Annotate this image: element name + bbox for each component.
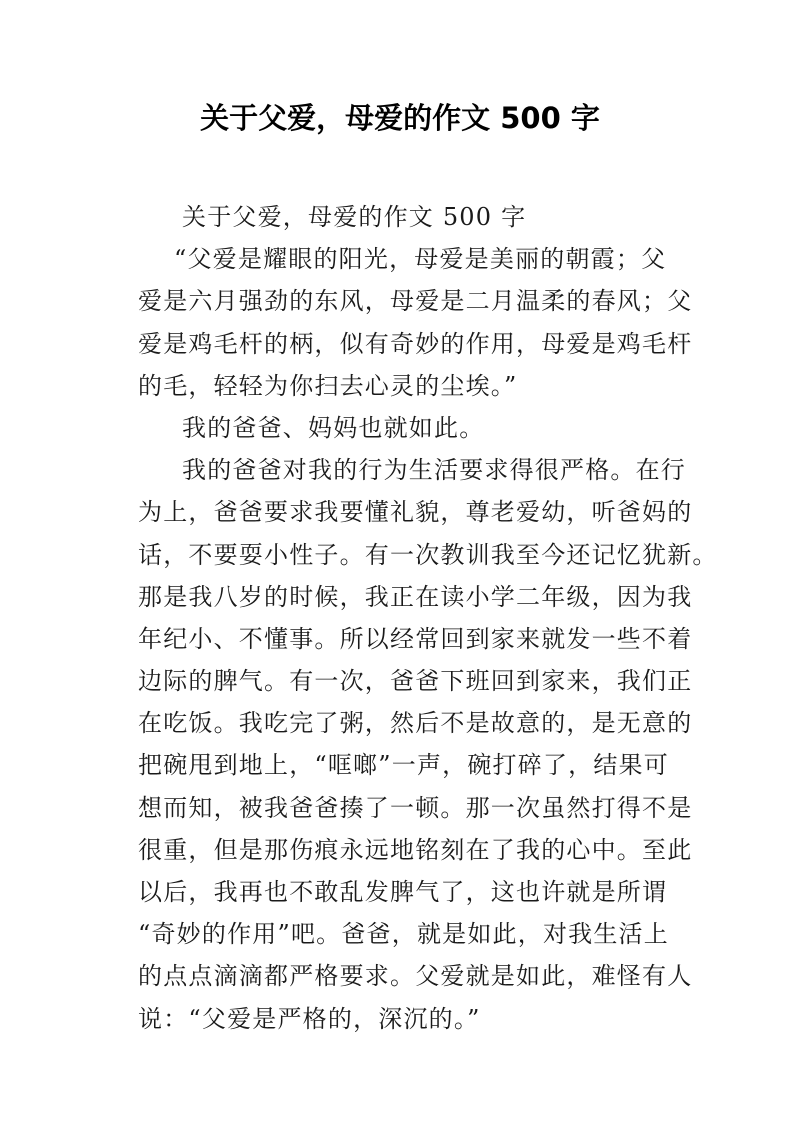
body-line: 把碗甩到地上，“哐啷”一声，碗打碎了，结果可 <box>138 751 669 780</box>
body-line: 为上，爸爸要求我要懂礼貌，尊老爱幼，听爸妈的 <box>138 498 693 527</box>
body-line: 我的爸爸对我的行为生活要求得很严格。在行 <box>182 456 686 485</box>
body-line: “父爱是耀眼的阳光，母爱是美丽的朝霞；父 <box>174 245 667 274</box>
document-title: 关于父爱，母爱的作文 500 字 <box>200 101 600 135</box>
body-line: 的点点滴滴都严格要求。父爱就是如此，难怪有人 <box>138 962 693 991</box>
body-line: 说：“父爱是严格的，深沉的。” <box>138 1004 481 1033</box>
body-line: 的毛，轻轻为你扫去心灵的尘埃。” <box>138 371 518 400</box>
body-line: 我的爸爸、妈妈也就如此。 <box>182 413 485 442</box>
body-line: 想而知，被我爸爸揍了一顿。那一次虽然打得不是 <box>138 793 693 822</box>
document-body <box>138 196 718 1040</box>
paragraph-heading-line: 关于父爱，母爱的作文 500 字 <box>182 203 527 231</box>
body-line: 在吃饭。我吃完了粥，然后不是故意的，是无意的 <box>138 709 693 738</box>
body-line: “奇妙的作用”吧。爸爸，就是如此，对我生活上 <box>138 920 669 949</box>
body-line: 以后，我再也不敢乱发脾气了，这也许就是所谓 <box>138 878 668 906</box>
body-line: 那是我八岁的时候，我正在读小学二年级，因为我 <box>138 582 693 611</box>
body-line: 边际的脾气。有一次，爸爸下班回到家来，我们正 <box>138 667 693 696</box>
body-line: 爱是六月强劲的东风，母爱是二月温柔的春风；父 <box>138 287 693 316</box>
body-line: 很重，但是那伤痕永远地铭刻在了我的心中。至此 <box>138 835 693 864</box>
body-line: 话，不要耍小性子。有一次教训我至今还记忆犹新。 <box>138 540 718 569</box>
body-line: 年纪小、不懂事。所以经常回到家来就发一些不着 <box>138 624 693 653</box>
body-line: 爱是鸡毛杆的柄，似有奇妙的作用，母爱是鸡毛杆 <box>138 329 693 358</box>
